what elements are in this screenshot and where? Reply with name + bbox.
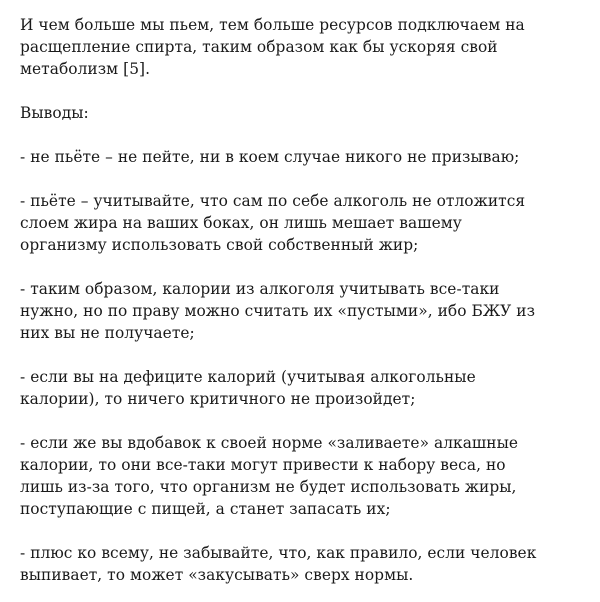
conclusion-line: них вы не получаете; [20,324,195,342]
conclusion-item-4 [20,366,580,410]
conclusion-line: лишь из-за того, что организм не будет использовать жиры, [20,478,517,496]
conclusion-line: - не пьёте – не пейте, ни в коем случае никого не призываю; [20,148,520,166]
conclusion-line: - плюс ко всему, не забывайте, что, как правило, если человек [20,544,537,562]
intro-line: расщепление спирта, таким образом как бы ускоряя свой [20,38,498,56]
conclusion-line: - таким образом, калории из алкоголя учитывать все-таки [20,280,500,298]
conclusion-line: калории), то ничего критичного не произойдет; [20,390,416,408]
conclusion-line: - если вы на дефиците калорий (учитывая алкогольные [20,368,476,386]
conclusion-line: калории, то они все-таки могут привести к набору веса, но [20,456,506,474]
conclusion-item-3 [20,278,580,344]
conclusion-line: - пьёте – учитывайте, что сам по себе алкоголь не отложится [20,192,526,210]
conclusions-heading [20,102,580,124]
conclusion-item-5 [20,432,580,520]
conclusion-line: выпивает, то может «закусывать» сверх нормы. [20,566,414,584]
conclusions-heading-text: Выводы: [20,104,89,122]
conclusion-item-1 [20,146,580,168]
conclusion-item-2 [20,190,580,256]
intro-paragraph [20,14,580,80]
conclusion-line: слоем жира на ваших боках, он лишь мешает вашему [20,214,462,232]
conclusion-line: нужно, но по праву можно считать их «пустыми», ибо БЖУ из [20,302,536,320]
conclusion-line: организму использовать свой собственный жир; [20,236,419,254]
intro-line: метаболизм [5]. [20,60,151,78]
conclusion-line: поступающие с пищей, а станет запасать их; [20,500,391,518]
intro-line: И чем больше мы пьем, тем больше ресурсов подключаем на [20,16,525,34]
conclusion-item-6 [20,542,580,586]
conclusion-line: - если же вы вдобавок к своей норме «заливаете» алкашные [20,434,519,452]
